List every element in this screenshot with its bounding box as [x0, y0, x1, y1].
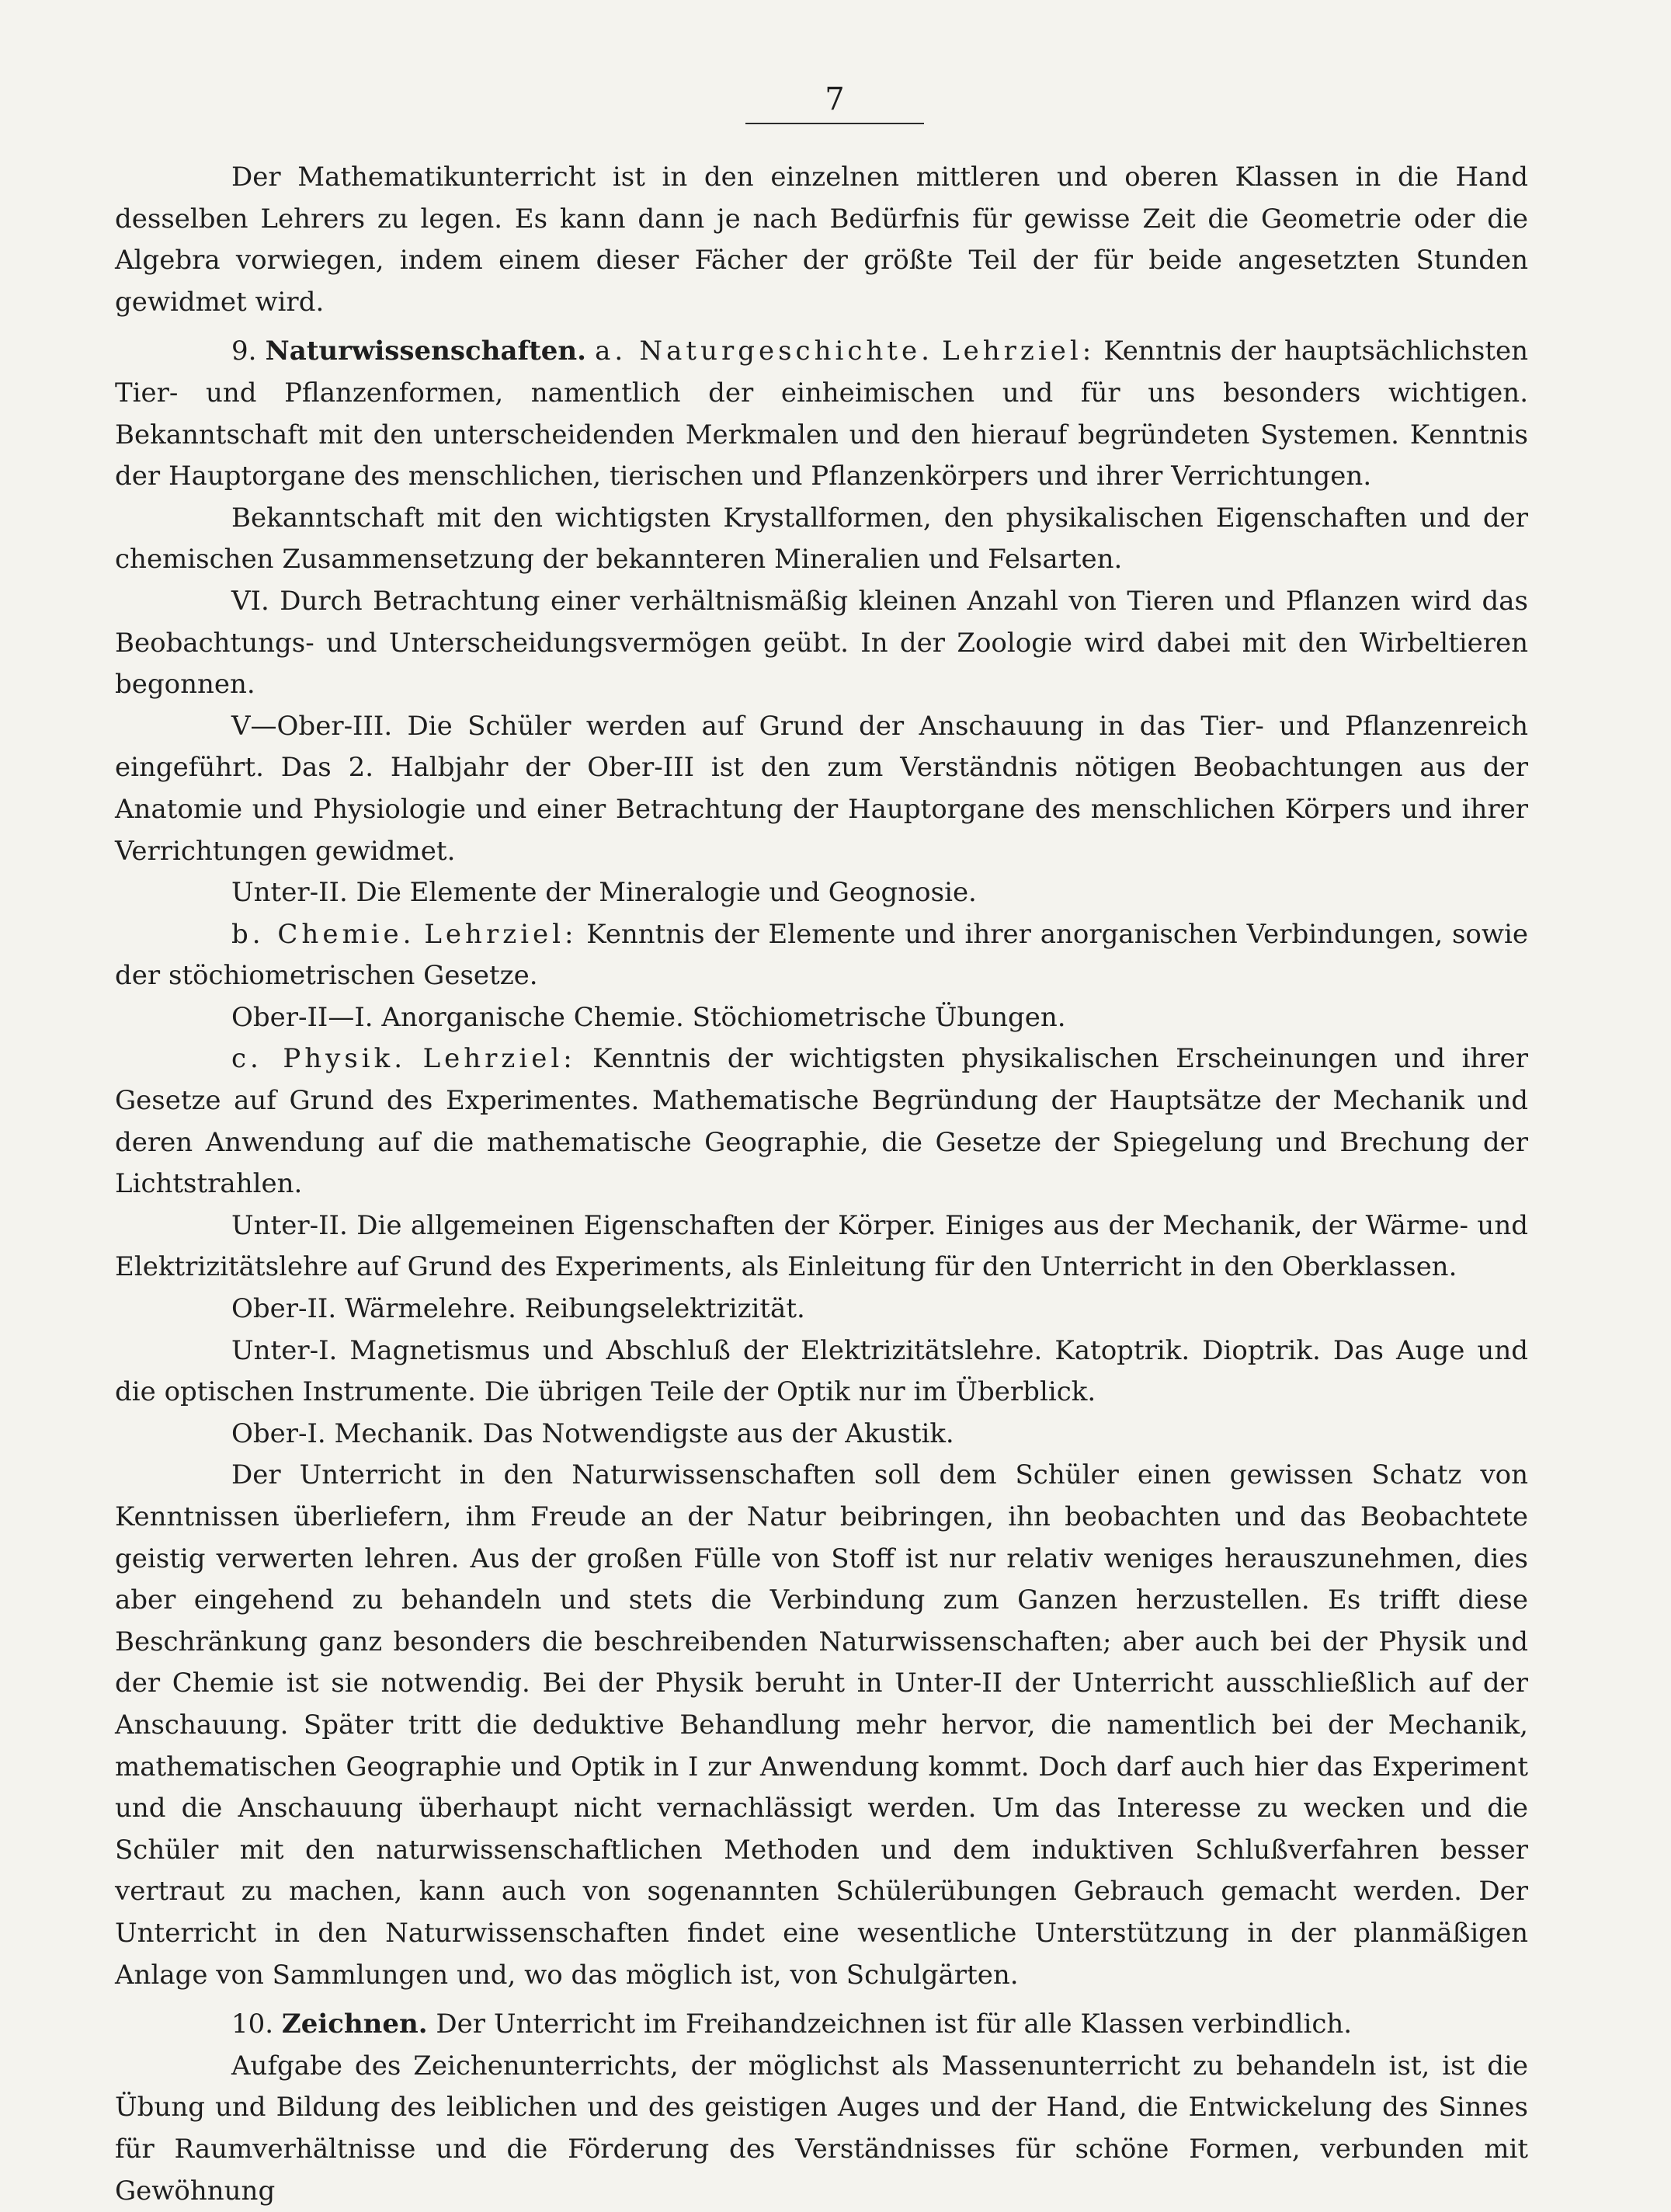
paragraph-mathematics: Der Mathematikunterricht ist in den einzelnen mittleren und oberen Klassen in die Hand desselben Lehrers zu legen. Es kann dann je nach Bedürfnis für gewisse Zeit die Geometrie oder die Algebra vorwiegen, indem einem dieser Fächer der größte Teil der für beide angesetzten Stunden gewidmet wird. — [115, 162, 1528, 318]
paragraph-unter-ii-physics: Unter-II. Die allgemeinen Eigenschaften der Körper. Einiges aus der Mechanik, der Wärme- und Elektrizitätslehre auf Grund des Experiments, als Einleitung für den Unterricht in den Oberklassen. — [115, 1209, 1528, 1283]
subsection-heading: a. Naturgeschichte. — [595, 336, 933, 367]
paragraph-class-vi: VI. Durch Betrachtung einer verhältnismäßig kleinen Anzahl von Tieren und Pflanzen wird das Beobachtungs- und Unterscheidungsvermögen geübt. In der Zoologie wird dabei mit den Wirbeltieren begonnen. — [115, 585, 1528, 701]
paragraph-teaching-natural-sciences: Der Unterricht in den Naturwissenschaften soll dem Schüler einen gewissen Schatz von Kenntnissen überliefern, ihm Freude an der Natur beibringen, ihn beobachten und das Beobachtete geistig verwerten lehren. Aus der großen Fülle von Stoff ist nur relativ weniges herauszunehmen, dies aber eingehend zu behandeln und stets die Verbindung zum Ganzen herzustellen. Es trifft diese Beschränkung ganz besonders die beschreibenden Naturwissenschaften; aber auch bei der Physik und der Chemie ist sie notwendig. Bei der Physik beruht in Unter-II der Unterricht ausschließlich auf der Anschauung. Später tritt die deduktive Behandlung mehr hervor, die namentlich bei der Mechanik, mathematischen Geographie und Optik in I zur Anwendung kommt. Doch darf auch hier das Experiment und die Anschauung überhaupt nicht vernachlässigt werden. Um das Interesse zu wecken und die Schüler mit den naturwissenschaftlichen Methoden und dem induktiven Schlußverfahren besser vertraut zu machen, kann auch von sogenannten Schülerübungen Gebrauch gemacht werden. Der Unterricht in den Naturwissenschaften findet eine wesentliche Unterstützung in der planmäßigen Anlage von Sammlungen und, wo das möglich ist, von Schulgärten. — [115, 1459, 1528, 1991]
lehrziel-label: Lehrziel: — [424, 918, 578, 950]
subsection-heading: b. Chemie. — [231, 918, 415, 950]
lehrziel-text: Kenntnis der hauptsächlichsten Tier- und Pflanzenformen, namentlich der einheimischen und für uns besonders wichtigen. Bekanntschaft mit den unterscheidenden Merkmalen und den hierauf begründeten Systemen. Kenntnis der Hauptorgane des menschlichen, tierischen und Pflanzenkörpers und ihrer Verrichtungen. — [115, 336, 1529, 492]
section-heading: Naturwissenschaften. — [265, 336, 586, 367]
section-10-drawing — [115, 2004, 1528, 2046]
paragraph-class-v-ober-iii: V—Ober-III. Die Schüler werden auf Grund der Anschauung in das Tier- und Pflanzenreich eingeführt. Das 2. Halbjahr der Ober-III ist den zum Verständnis nötigen Beobachtungen aus der Anatomie und Physiologie und einer Betrachtung der Hauptorgane des menschlichen Körpers und ihrer Verrichtungen gewidmet. — [115, 710, 1528, 867]
body-text — [115, 157, 1528, 2212]
lehrziel-label: Lehrziel: — [422, 1043, 576, 1075]
subsection-chemistry — [115, 914, 1528, 997]
lehrziel-text: Kenntnis der wichtigsten physikalischen Erscheinungen und ihrer Gesetze auf Grund des Experimentes. Mathematische Begründung der Hauptsätze der Mechanik und deren Anwendung auf die mathematische Geographie, die Gesetze der Spiegelung und Brechung der Lichtstrahlen. — [115, 1043, 1528, 1200]
section-text: Der Unterricht im Freihandzeichnen ist für alle Klassen verbindlich. — [436, 2009, 1353, 2040]
section-number: 10. — [231, 2009, 274, 2040]
subsection-heading: c. Physik. — [231, 1043, 407, 1075]
lehrziel-label: Lehrziel: — [942, 336, 1096, 367]
section-9-natural-sciences — [115, 331, 1528, 497]
paragraph-ober-ii-physics: Ober-II. Wärmelehre. Reibungselektrizität. — [231, 1293, 805, 1325]
paragraph-drawing-aims: Aufgabe des Zeichenunterrichts, der möglichst als Massenunterricht zu behandeln ist, ist die Übung und Bildung des leiblichen und des geistigen Auges und der Hand, die Entwickelung des Sinnes für Raumverhältnisse und die Förderung des Verständnisses für schöne Formen, verbunden mit Gewöhnung — [115, 2050, 1528, 2207]
subsection-physics — [115, 1038, 1528, 1205]
section-heading: Zeichnen. — [281, 2009, 428, 2040]
lehrziel-text: Kenntnis der Elemente und ihrer anorganischen Verbindungen, sowie der stöchiometrischen Gesetze. — [115, 918, 1528, 992]
paragraph-ober-ii-chemistry: Ober-II—I. Anorganische Chemie. Stöchiometrische Übungen. — [231, 1001, 1066, 1033]
page-number: 7 — [745, 78, 924, 124]
paragraph-unter-i-physics: Unter-I. Magnetismus und Abschluß der Elektrizitätslehre. Katoptrik. Dioptrik. Das Auge und die optischen Instrumente. Die übrigen Teile der Optik nur im Überblick. — [115, 1334, 1528, 1408]
paragraph-unter-ii-natural-history: Unter-II. Die Elemente der Mineralogie und Geognosie. — [231, 877, 977, 909]
paragraph-ober-i-physics: Ober-I. Mechanik. Das Notwendigste aus der Akustik. — [231, 1417, 954, 1449]
paragraph-crystals: Bekanntschaft mit den wichtigsten Krystallformen, den physikalischen Eigenschaften und der chemischen Zusammensetzung der bekannteren Mineralien und Felsarten. — [115, 502, 1528, 576]
section-number: 9. — [231, 336, 257, 367]
